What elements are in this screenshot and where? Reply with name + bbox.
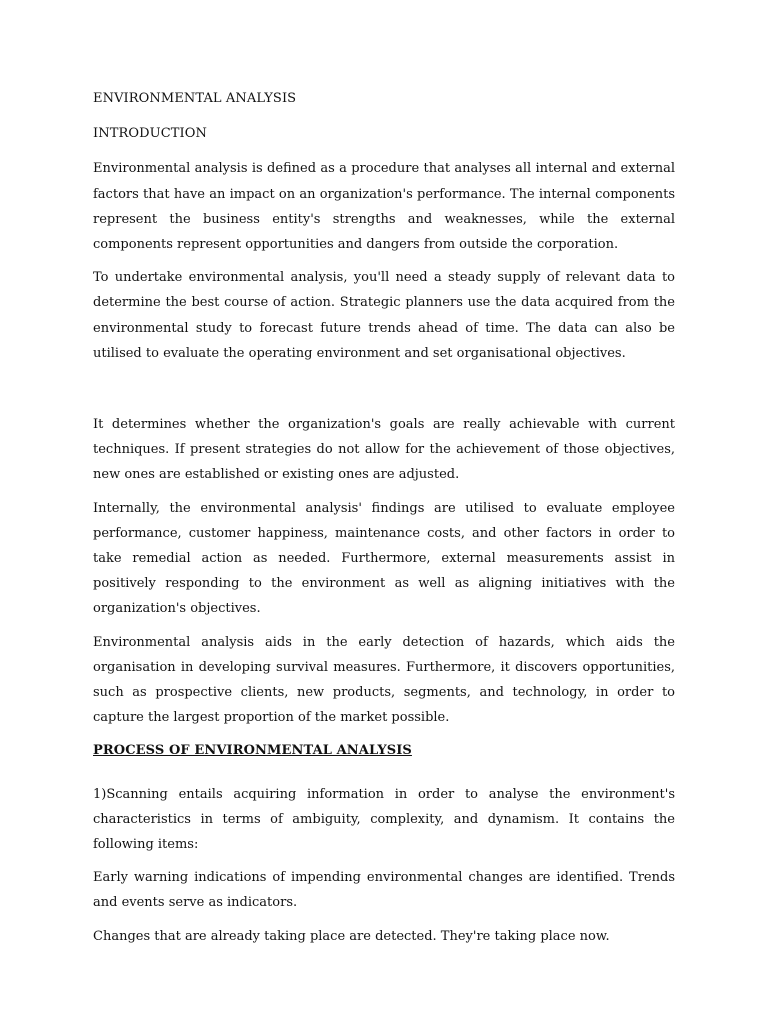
section-title-process: PROCESS OF ENVIRONMENTAL ANALYSIS [93,743,412,759]
paragraph-spacer [93,374,675,412]
paragraph-process-2: Early warning indications of impending environmental changes are identified. Trends and events serve as indicators. [93,870,675,911]
paragraph-process-1: 1)Scanning entails acquiring information in order to analyse the environment's characteristics in terms of ambiguity, complexity, and dynamism. It contains the following items: [93,786,675,853]
document-content [93,86,675,957]
introduction-heading: INTRODUCTION [93,126,207,142]
paragraph-intro-1: Environmental analysis is defined as a procedure that analyses all internal and external factors that have an impact on an organization's performance. The internal components represent the business entity's strengths and weaknesses, while the external components represent opportunities and dangers from outside the corporation. [93,161,675,253]
paragraph-body-3: Environmental analysis aids in the early detection of hazards, which aids the organisation in developing survival measures. Furthermore, it discovers opportunities, such as prospective clients, new products, segments, and technology, in order to capture the largest proportion of the market possible. [93,634,675,726]
document-title: ENVIRONMENTAL ANALYSIS [93,91,297,106]
paragraph-body-1: It determines whether the organization's goals are really achievable with current techniques. If present strategies do not allow for the achievement of those objectives, new ones are established or existing ones are adjusted. [93,417,675,483]
paragraph-process-3: Changes that are already taking place are detected. They're taking place now. [93,928,610,944]
paragraph-intro-2: To undertake environmental analysis, you'll need a steady supply of relevant data to determine the best course of action. Strategic planners use the data acquired from the environmental study to forecast future trends ahead of time. The data can also be utilised to evaluate the operating environment and set organisational objectives. [93,270,675,361]
paragraph-body-2: Internally, the environmental analysis' findings are utilised to evaluate employee performance, customer happiness, maintenance costs, and other factors in order to take remedial action as needed. Furthermore, external measurements assist in positively responding to the environment as well as aligning initiatives with the organization's objectives. [93,500,675,617]
